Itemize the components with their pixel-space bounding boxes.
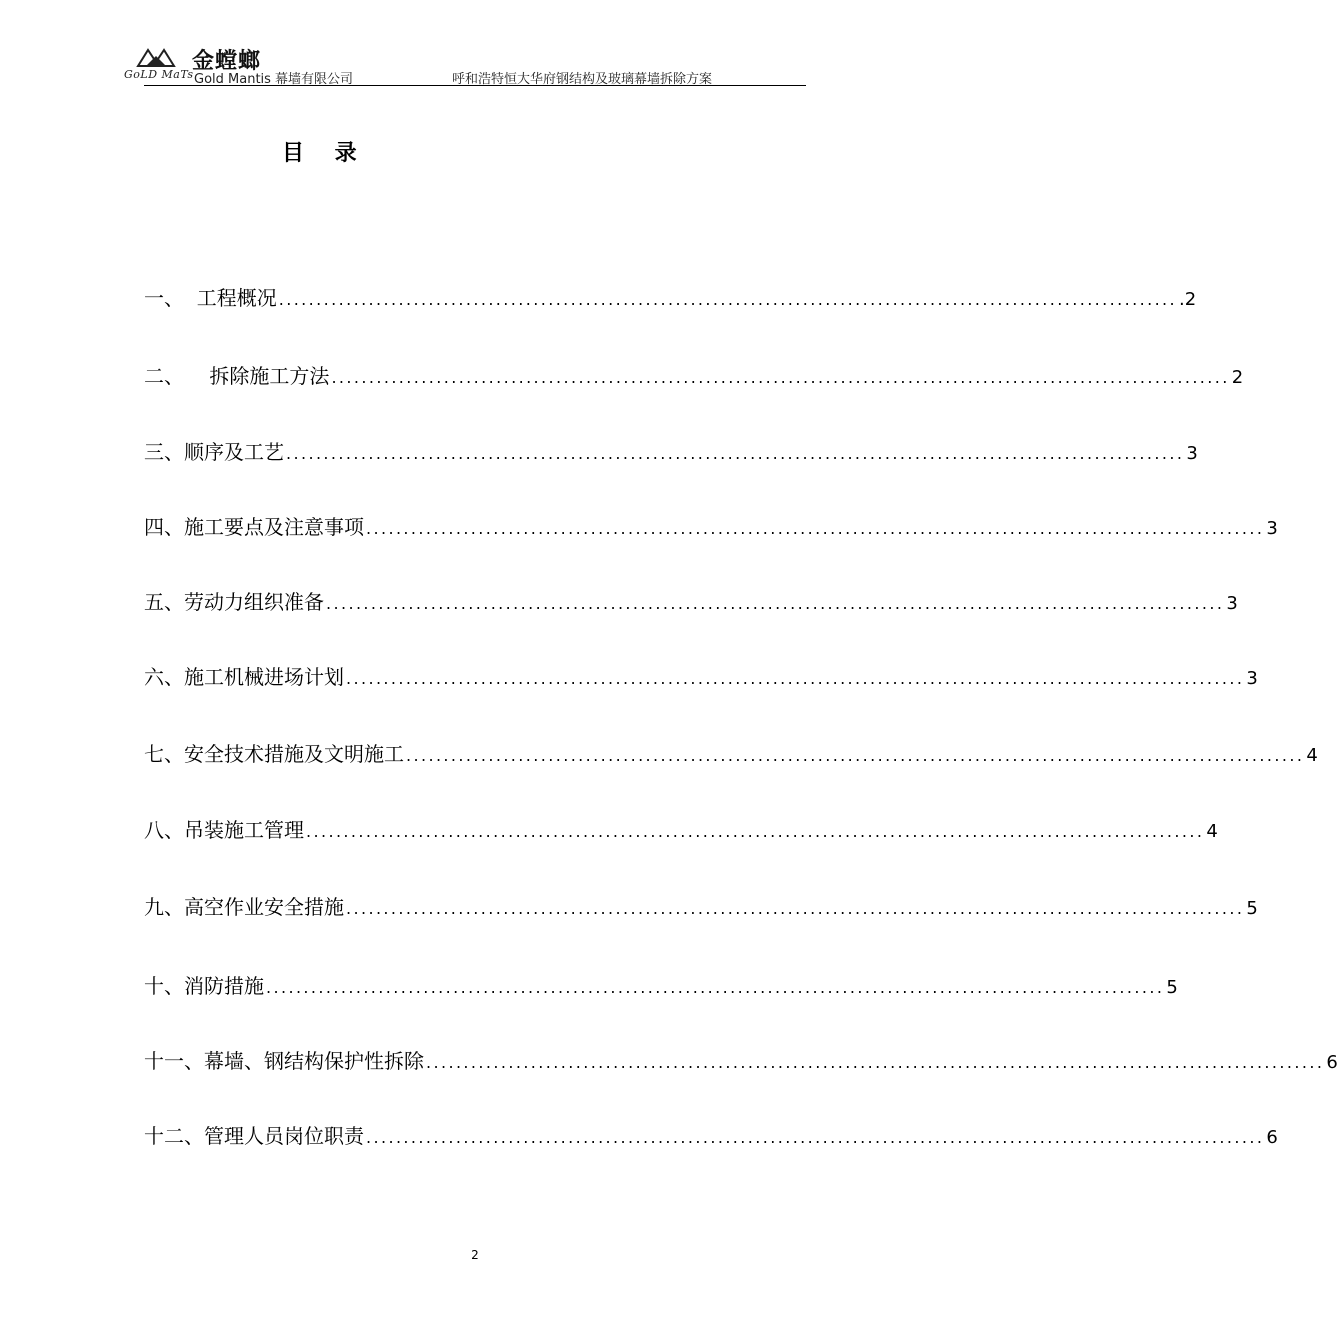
toc-entry[interactable] (144, 511, 1278, 541)
toc-leader-dots: ........................................................................................................................ (326, 594, 1225, 613)
logo-chinese-text: 金螳螂 (192, 49, 262, 74)
toc-leader-dots: ........................................................................................................................ (286, 444, 1185, 463)
toc-entry-label: 二、 拆除施工方法 (144, 364, 330, 388)
page-number: 2 (471, 1248, 479, 1262)
toc-entry[interactable] (144, 970, 1178, 1000)
toc-entry-label: 十一、幕墙、钢结构保护性拆除 (144, 1049, 424, 1073)
toc-entry-page: 3 (1266, 518, 1278, 539)
page-header (122, 44, 806, 88)
toc-entry[interactable] (144, 586, 1238, 616)
toc-entry[interactable] (144, 360, 1244, 390)
toc-leader-dots: ........................................................................................................................ (278, 290, 1178, 309)
logo-mark-icon (136, 48, 176, 68)
toc-entry-page: 3 (1226, 593, 1238, 614)
toc-entry-label: 一、 工程概况 (144, 286, 277, 310)
toc-entry-label: 三、顺序及工艺 (144, 440, 284, 464)
toc-entry-page: 3 (1246, 668, 1258, 689)
toc-entry[interactable] (144, 814, 1218, 844)
toc-leader-dots: ........................................................................................................................ (266, 978, 1165, 997)
toc-entry-page: 4 (1206, 821, 1218, 842)
toc-entry-page: 5 (1166, 977, 1178, 998)
toc-leader-dots: ........................................................................................................................ (331, 368, 1230, 387)
toc-entry[interactable] (144, 1045, 1338, 1075)
logo-english-text: GoLD MaTs (124, 68, 194, 81)
toc-entry-page: 6 (1326, 1052, 1338, 1073)
header-divider (144, 85, 806, 86)
toc-entry[interactable] (144, 738, 1318, 768)
toc-leader-dots: ........................................................................................................................ (406, 746, 1305, 765)
toc-entry-label: 五、劳动力组织准备 (144, 590, 324, 614)
toc-entry-page: 3 (1186, 443, 1198, 464)
toc-entry-page: 2 (1231, 367, 1244, 388)
toc-entry-label: 九、高空作业安全措施 (144, 895, 344, 919)
toc-entry[interactable] (144, 282, 1197, 312)
toc-leader-dots: ........................................................................................................................ (366, 1128, 1265, 1147)
toc-leader-dots: ........................................................................................................................ (306, 822, 1205, 841)
toc-entry-label: 八、吊装施工管理 (144, 818, 304, 842)
toc-title: 目 录 (282, 141, 357, 166)
toc-entry-label: 十二、管理人员岗位职责 (144, 1124, 364, 1148)
toc-leader-dots: ........................................................................................................................ (426, 1053, 1325, 1072)
toc-entry-label: 六、施工机械进场计划 (144, 665, 344, 689)
toc-entry-page: 4 (1306, 745, 1318, 766)
toc-entry[interactable] (144, 1120, 1278, 1150)
company-name: Gold Mantis 幕墙有限公司 (194, 72, 354, 87)
toc-entry[interactable] (144, 436, 1198, 466)
toc-entry-label: 十、消防措施 (144, 974, 264, 998)
project-title: 呼和浩特恒大华府钢结构及玻璃幕墙拆除方案 (452, 72, 713, 87)
toc-entry[interactable] (144, 891, 1258, 921)
toc-entry-page: .2 (1179, 289, 1197, 310)
toc-entry-label: 七、安全技术措施及文明施工 (144, 742, 404, 766)
toc-entry[interactable] (144, 661, 1258, 691)
toc-leader-dots: ........................................................................................................................ (366, 519, 1265, 538)
toc-entry-page: 6 (1266, 1127, 1278, 1148)
toc-entry-page: 5 (1246, 898, 1258, 919)
toc-leader-dots: ........................................................................................................................ (346, 669, 1245, 688)
toc-entry-label: 四、施工要点及注意事项 (144, 515, 364, 539)
toc-leader-dots: ........................................................................................................................ (346, 899, 1245, 918)
